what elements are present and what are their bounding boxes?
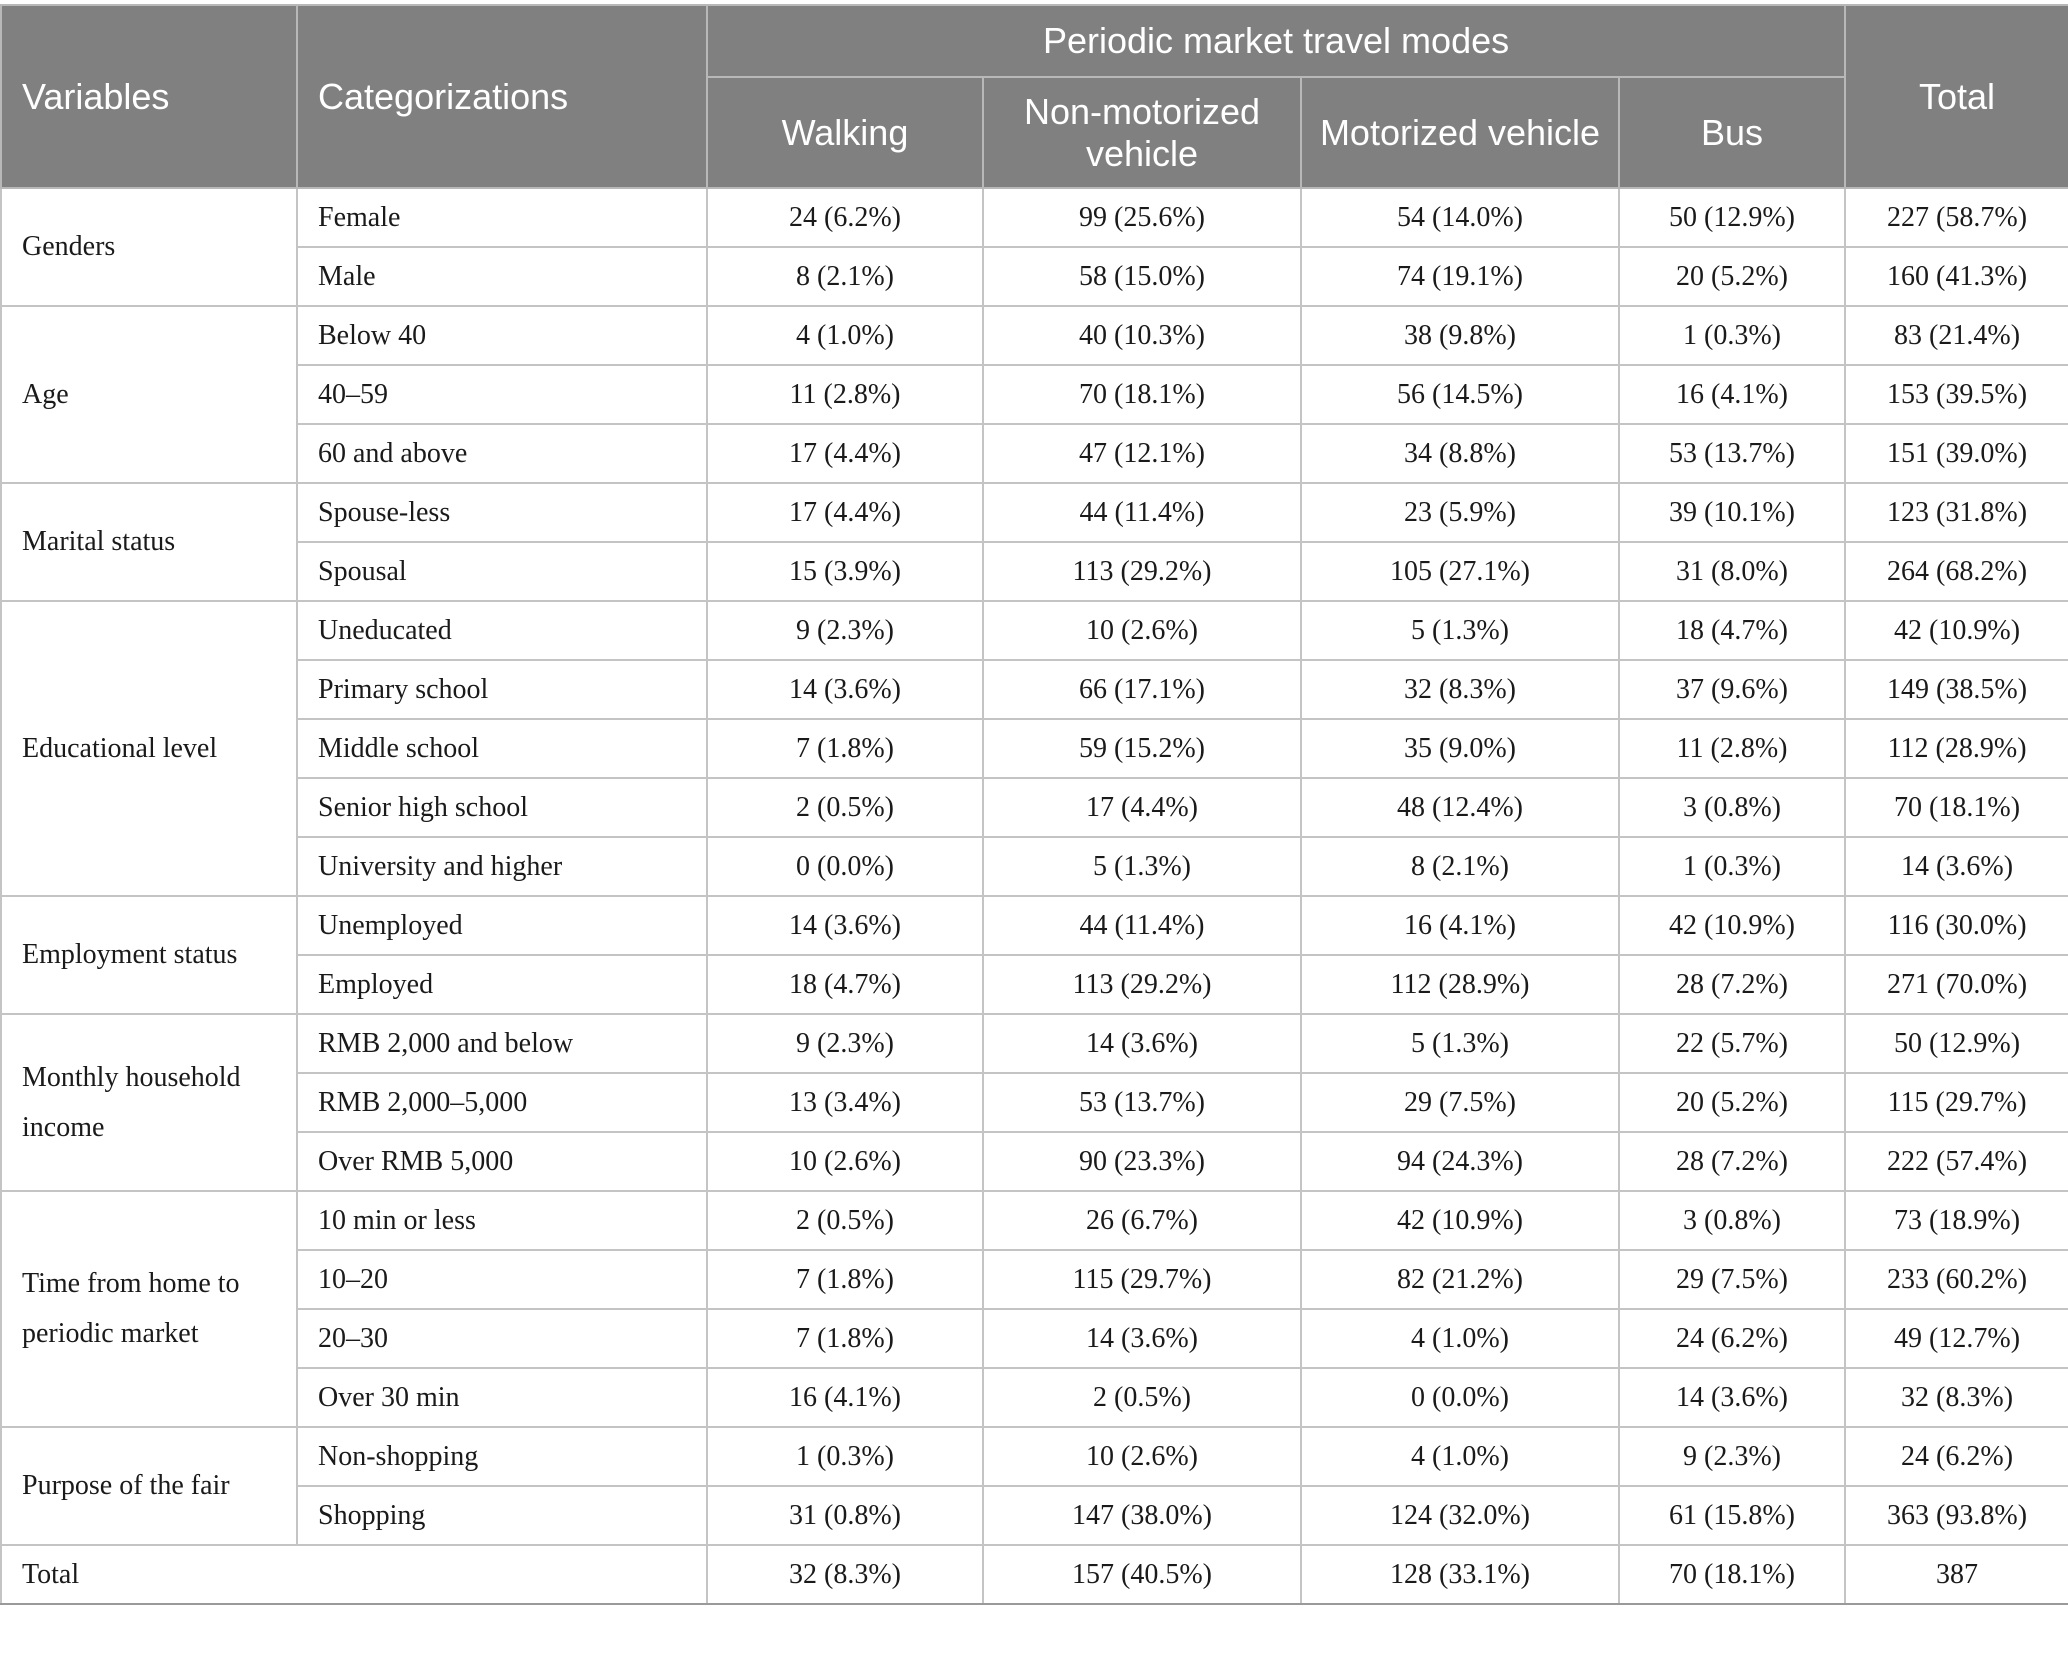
walking-cell: 18 (4.7%)	[707, 955, 983, 1014]
bus-cell: 29 (7.5%)	[1619, 1250, 1845, 1309]
categorizations-header: Categorizations	[297, 5, 707, 188]
total-cell: 73 (18.9%)	[1845, 1191, 2068, 1250]
total-cell: 49 (12.7%)	[1845, 1309, 2068, 1368]
category-cell: 40–59	[297, 365, 707, 424]
table-row	[1, 1191, 2068, 1250]
total-cell: 222 (57.4%)	[1845, 1132, 2068, 1191]
motorized-cell: 4 (1.0%)	[1301, 1309, 1619, 1368]
total-cell: 42 (10.9%)	[1845, 601, 2068, 660]
total-cell: 14 (3.6%)	[1845, 837, 2068, 896]
table-row	[1, 306, 2068, 365]
walking-header: Walking	[707, 77, 983, 188]
variables-header: Variables	[1, 5, 297, 188]
header-row-top	[1, 5, 2068, 77]
table-row	[1, 1309, 2068, 1368]
category-cell: 60 and above	[297, 424, 707, 483]
table-row	[1, 542, 2068, 601]
bus-cell: 42 (10.9%)	[1619, 896, 1845, 955]
walking-cell: 8 (2.1%)	[707, 247, 983, 306]
bus-cell: 31 (8.0%)	[1619, 542, 1845, 601]
non-motorized-cell: 2 (0.5%)	[983, 1368, 1301, 1427]
bus-cell: 3 (0.8%)	[1619, 1191, 1845, 1250]
total-cell: 112 (28.9%)	[1845, 719, 2068, 778]
motorized-cell: 34 (8.8%)	[1301, 424, 1619, 483]
non-motorized-cell: 44 (11.4%)	[983, 896, 1301, 955]
motorized-cell: 29 (7.5%)	[1301, 1073, 1619, 1132]
category-cell: Non-shopping	[297, 1427, 707, 1486]
category-cell: Primary school	[297, 660, 707, 719]
walking-cell: 9 (2.3%)	[707, 1014, 983, 1073]
bus-cell: 20 (5.2%)	[1619, 247, 1845, 306]
category-cell: Below 40	[297, 306, 707, 365]
motorized-cell: 112 (28.9%)	[1301, 955, 1619, 1014]
table-row	[1, 483, 2068, 542]
table-row	[1, 719, 2068, 778]
motorized-cell: 74 (19.1%)	[1301, 247, 1619, 306]
motorized-cell: 56 (14.5%)	[1301, 365, 1619, 424]
bus-cell: 20 (5.2%)	[1619, 1073, 1845, 1132]
total-cell: 227 (58.7%)	[1845, 188, 2068, 247]
walking-cell: 0 (0.0%)	[707, 837, 983, 896]
total-row-label: Total	[1, 1545, 707, 1604]
category-cell: University and higher	[297, 837, 707, 896]
table-row	[1, 837, 2068, 896]
non-motorized-cell: 70 (18.1%)	[983, 365, 1301, 424]
total-cell: 32 (8.3%)	[1845, 1368, 2068, 1427]
table-row	[1, 1486, 2068, 1545]
non-motorized-cell: 14 (3.6%)	[983, 1014, 1301, 1073]
bus-cell: 28 (7.2%)	[1619, 1132, 1845, 1191]
table-row	[1, 1073, 2068, 1132]
non-motorized-cell: 26 (6.7%)	[983, 1191, 1301, 1250]
category-cell: Shopping	[297, 1486, 707, 1545]
motorized-cell: 0 (0.0%)	[1301, 1368, 1619, 1427]
variable-cell: Genders	[1, 188, 297, 306]
total-motorized-cell: 128 (33.1%)	[1301, 1545, 1619, 1604]
non-motorized-cell: 99 (25.6%)	[983, 188, 1301, 247]
category-cell: Middle school	[297, 719, 707, 778]
category-cell: RMB 2,000–5,000	[297, 1073, 707, 1132]
motorized-cell: 5 (1.3%)	[1301, 1014, 1619, 1073]
motorized-cell: 32 (8.3%)	[1301, 660, 1619, 719]
non-motorized-cell: 10 (2.6%)	[983, 1427, 1301, 1486]
total-bus-cell: 70 (18.1%)	[1619, 1545, 1845, 1604]
walking-cell: 4 (1.0%)	[707, 306, 983, 365]
variable-cell: Age	[1, 306, 297, 483]
walking-cell: 7 (1.8%)	[707, 1250, 983, 1309]
non-motorized-cell: 59 (15.2%)	[983, 719, 1301, 778]
motorized-cell: 48 (12.4%)	[1301, 778, 1619, 837]
bus-cell: 37 (9.6%)	[1619, 660, 1845, 719]
category-cell: Female	[297, 188, 707, 247]
category-cell: Employed	[297, 955, 707, 1014]
total-non-motorized-cell: 157 (40.5%)	[983, 1545, 1301, 1604]
bus-cell: 22 (5.7%)	[1619, 1014, 1845, 1073]
bus-cell: 28 (7.2%)	[1619, 955, 1845, 1014]
variable-cell: Educational level	[1, 601, 297, 896]
variable-cell: Purpose of the fair	[1, 1427, 297, 1545]
motorized-cell: 124 (32.0%)	[1301, 1486, 1619, 1545]
bus-cell: 50 (12.9%)	[1619, 188, 1845, 247]
motorized-cell: 4 (1.0%)	[1301, 1427, 1619, 1486]
travel-modes-group-header: Periodic market travel modes	[707, 5, 1845, 77]
category-cell: 10 min or less	[297, 1191, 707, 1250]
motorized-cell: 23 (5.9%)	[1301, 483, 1619, 542]
non-motorized-cell: 113 (29.2%)	[983, 542, 1301, 601]
total-cell: 271 (70.0%)	[1845, 955, 2068, 1014]
grand-total-cell: 387	[1845, 1545, 2068, 1604]
table-body	[1, 188, 2068, 1545]
category-cell: Male	[297, 247, 707, 306]
bus-cell: 24 (6.2%)	[1619, 1309, 1845, 1368]
table-row	[1, 896, 2068, 955]
table-row	[1, 188, 2068, 247]
bus-cell: 39 (10.1%)	[1619, 483, 1845, 542]
category-cell: Unemployed	[297, 896, 707, 955]
total-cell: 153 (39.5%)	[1845, 365, 2068, 424]
table-row	[1, 365, 2068, 424]
walking-cell: 7 (1.8%)	[707, 1309, 983, 1368]
table-row	[1, 1132, 2068, 1191]
table-row	[1, 1014, 2068, 1073]
table-row	[1, 247, 2068, 306]
total-cell: 160 (41.3%)	[1845, 247, 2068, 306]
walking-cell: 24 (6.2%)	[707, 188, 983, 247]
non-motorized-cell: 47 (12.1%)	[983, 424, 1301, 483]
bus-header: Bus	[1619, 77, 1845, 188]
total-cell: 151 (39.0%)	[1845, 424, 2068, 483]
non-motorized-cell: 14 (3.6%)	[983, 1309, 1301, 1368]
total-cell: 116 (30.0%)	[1845, 896, 2068, 955]
motorized-cell: 105 (27.1%)	[1301, 542, 1619, 601]
total-cell: 149 (38.5%)	[1845, 660, 2068, 719]
table-row	[1, 1250, 2068, 1309]
bus-cell: 11 (2.8%)	[1619, 719, 1845, 778]
walking-cell: 31 (0.8%)	[707, 1486, 983, 1545]
bus-cell: 9 (2.3%)	[1619, 1427, 1845, 1486]
total-cell: 264 (68.2%)	[1845, 542, 2068, 601]
walking-cell: 10 (2.6%)	[707, 1132, 983, 1191]
total-cell: 233 (60.2%)	[1845, 1250, 2068, 1309]
non-motorized-header: Non-motorized vehicle	[983, 77, 1301, 188]
walking-cell: 7 (1.8%)	[707, 719, 983, 778]
walking-cell: 14 (3.6%)	[707, 896, 983, 955]
variable-cell: Time from home to periodic market	[1, 1191, 297, 1427]
bus-cell: 1 (0.3%)	[1619, 306, 1845, 365]
motorized-cell: 94 (24.3%)	[1301, 1132, 1619, 1191]
bus-cell: 18 (4.7%)	[1619, 601, 1845, 660]
table-row	[1, 955, 2068, 1014]
table-row	[1, 778, 2068, 837]
total-cell: 123 (31.8%)	[1845, 483, 2068, 542]
walking-cell: 17 (4.4%)	[707, 483, 983, 542]
category-cell: Spousal	[297, 542, 707, 601]
category-cell: Spouse-less	[297, 483, 707, 542]
motorized-cell: 82 (21.2%)	[1301, 1250, 1619, 1309]
category-cell: Over 30 min	[297, 1368, 707, 1427]
non-motorized-cell: 5 (1.3%)	[983, 837, 1301, 896]
total-cell: 50 (12.9%)	[1845, 1014, 2068, 1073]
bus-cell: 14 (3.6%)	[1619, 1368, 1845, 1427]
total-cell: 24 (6.2%)	[1845, 1427, 2068, 1486]
motorized-cell: 35 (9.0%)	[1301, 719, 1619, 778]
category-cell: Senior high school	[297, 778, 707, 837]
bus-cell: 61 (15.8%)	[1619, 1486, 1845, 1545]
category-cell: RMB 2,000 and below	[297, 1014, 707, 1073]
category-cell: Uneducated	[297, 601, 707, 660]
non-motorized-cell: 115 (29.7%)	[983, 1250, 1301, 1309]
non-motorized-cell: 113 (29.2%)	[983, 955, 1301, 1014]
motorized-cell: 5 (1.3%)	[1301, 601, 1619, 660]
walking-cell: 13 (3.4%)	[707, 1073, 983, 1132]
non-motorized-cell: 40 (10.3%)	[983, 306, 1301, 365]
category-cell: Over RMB 5,000	[297, 1132, 707, 1191]
walking-cell: 16 (4.1%)	[707, 1368, 983, 1427]
walking-cell: 15 (3.9%)	[707, 542, 983, 601]
non-motorized-cell: 53 (13.7%)	[983, 1073, 1301, 1132]
total-walking-cell: 32 (8.3%)	[707, 1545, 983, 1604]
table-row	[1, 601, 2068, 660]
variable-cell: Marital status	[1, 483, 297, 601]
total-cell: 363 (93.8%)	[1845, 1486, 2068, 1545]
non-motorized-cell: 10 (2.6%)	[983, 601, 1301, 660]
walking-cell: 11 (2.8%)	[707, 365, 983, 424]
bus-cell: 16 (4.1%)	[1619, 365, 1845, 424]
table-row	[1, 424, 2068, 483]
table-row	[1, 1368, 2068, 1427]
category-cell: 10–20	[297, 1250, 707, 1309]
non-motorized-cell: 147 (38.0%)	[983, 1486, 1301, 1545]
non-motorized-cell: 66 (17.1%)	[983, 660, 1301, 719]
non-motorized-cell: 58 (15.0%)	[983, 247, 1301, 306]
table-header	[1, 5, 2068, 188]
non-motorized-cell: 44 (11.4%)	[983, 483, 1301, 542]
non-motorized-cell: 90 (23.3%)	[983, 1132, 1301, 1191]
table-footer	[1, 1545, 2068, 1604]
walking-cell: 1 (0.3%)	[707, 1427, 983, 1486]
bus-cell: 1 (0.3%)	[1619, 837, 1845, 896]
motorized-cell: 42 (10.9%)	[1301, 1191, 1619, 1250]
total-row	[1, 1545, 2068, 1604]
category-cell: 20–30	[297, 1309, 707, 1368]
total-cell: 115 (29.7%)	[1845, 1073, 2068, 1132]
travel-mode-table	[0, 4, 2068, 1605]
motorized-cell: 54 (14.0%)	[1301, 188, 1619, 247]
bus-cell: 53 (13.7%)	[1619, 424, 1845, 483]
total-cell: 70 (18.1%)	[1845, 778, 2068, 837]
walking-cell: 9 (2.3%)	[707, 601, 983, 660]
walking-cell: 2 (0.5%)	[707, 1191, 983, 1250]
total-cell: 83 (21.4%)	[1845, 306, 2068, 365]
motorized-cell: 38 (9.8%)	[1301, 306, 1619, 365]
table-row	[1, 660, 2068, 719]
motorized-cell: 16 (4.1%)	[1301, 896, 1619, 955]
motorized-cell: 8 (2.1%)	[1301, 837, 1619, 896]
table-row	[1, 1427, 2068, 1486]
walking-cell: 14 (3.6%)	[707, 660, 983, 719]
bus-cell: 3 (0.8%)	[1619, 778, 1845, 837]
walking-cell: 2 (0.5%)	[707, 778, 983, 837]
variable-cell: Employment status	[1, 896, 297, 1014]
non-motorized-cell: 17 (4.4%)	[983, 778, 1301, 837]
variable-cell: Monthly household income	[1, 1014, 297, 1191]
walking-cell: 17 (4.4%)	[707, 424, 983, 483]
motorized-header: Motorized vehicle	[1301, 77, 1619, 188]
total-header: Total	[1845, 5, 2068, 188]
